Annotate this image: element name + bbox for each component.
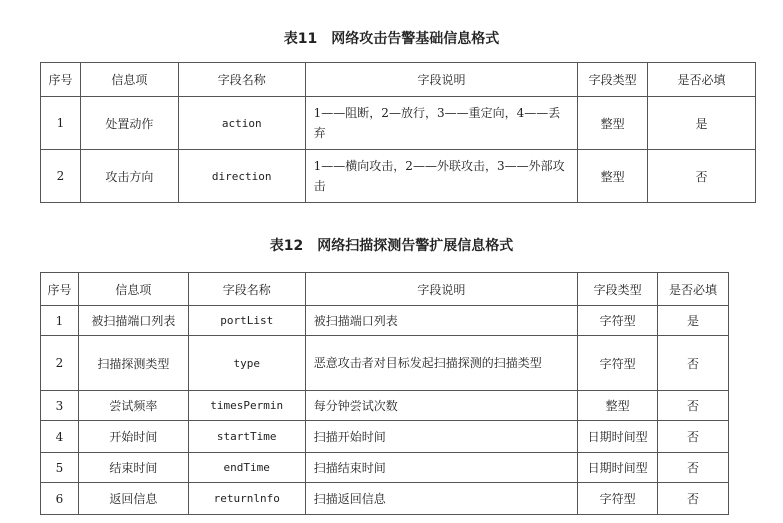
- cell-required: 否: [648, 150, 756, 203]
- cell-field: timesPermin: [188, 391, 305, 421]
- cell-field: endTime: [188, 453, 305, 483]
- table12-title: 表12 网络扫描探测告警扩展信息格式: [269, 238, 514, 254]
- cell-desc: 扫描结束时间: [305, 453, 578, 483]
- table11: [40, 62, 756, 203]
- table-row: [41, 97, 756, 150]
- table11-title: 表11 网络攻击告警基础信息格式: [283, 31, 500, 47]
- cell-field: startTime: [188, 421, 305, 453]
- cell-required: 否: [658, 453, 729, 483]
- header-cell: 字段说明: [305, 63, 578, 97]
- cell-desc: 扫描开始时间: [305, 421, 578, 453]
- cell-required: 否: [658, 336, 729, 391]
- cell-index: 1: [41, 97, 81, 150]
- cell-required: 否: [658, 421, 729, 453]
- cell-index: 4: [41, 421, 79, 453]
- table-row: [41, 421, 729, 453]
- table-row: [41, 150, 756, 203]
- table-row: [41, 391, 729, 421]
- cell-type: 日期时间型: [578, 421, 658, 453]
- cell-type: 字符型: [578, 336, 658, 391]
- cell-index: 2: [41, 150, 81, 203]
- cell-index: 5: [41, 453, 79, 483]
- header-cell: 字段名称: [188, 273, 305, 306]
- header-cell: 是否必填: [658, 273, 729, 306]
- cell-index: 2: [41, 336, 79, 391]
- header-cell: 信息项: [80, 63, 178, 97]
- cell-required: 是: [648, 97, 756, 150]
- cell-field: direction: [178, 150, 305, 203]
- cell-item: 结束时间: [78, 453, 188, 483]
- header-cell: 字段说明: [305, 273, 578, 306]
- cell-item: 尝试频率: [78, 391, 188, 421]
- cell-item: 被扫描端口列表: [78, 306, 188, 336]
- cell-field: portList: [188, 306, 305, 336]
- cell-type: 整型: [578, 391, 658, 421]
- table-row: [41, 483, 729, 515]
- cell-item: 处置动作: [80, 97, 178, 150]
- cell-desc: 1——阻断，2—放行，3——重定向，4——丢弃: [305, 97, 578, 150]
- table-header-row: [41, 63, 756, 97]
- cell-desc: 扫描返回信息: [305, 483, 578, 515]
- header-cell: 字段类型: [578, 63, 648, 97]
- cell-type: 字符型: [578, 483, 658, 515]
- header-cell: 是否必填: [648, 63, 756, 97]
- cell-field: returnlnfo: [188, 483, 305, 515]
- cell-index: 1: [41, 306, 79, 336]
- table-row: [41, 453, 729, 483]
- cell-required: 是: [658, 306, 729, 336]
- cell-item: 返回信息: [78, 483, 188, 515]
- cell-desc: 被扫描端口列表: [305, 306, 578, 336]
- table-row: [41, 336, 729, 391]
- header-cell: 字段名称: [178, 63, 305, 97]
- header-cell: 序号: [41, 273, 79, 306]
- cell-type: 日期时间型: [578, 453, 658, 483]
- cell-item: 开始时间: [78, 421, 188, 453]
- cell-item: 扫描探测类型: [78, 336, 188, 391]
- cell-type: 整型: [578, 150, 648, 203]
- cell-type: 整型: [578, 97, 648, 150]
- cell-desc: 每分钟尝试次数: [305, 391, 578, 421]
- cell-desc: 恶意攻击者对目标发起扫描探测的扫描类型: [305, 336, 578, 391]
- cell-index: 3: [41, 391, 79, 421]
- cell-field: action: [178, 97, 305, 150]
- cell-index: 6: [41, 483, 79, 515]
- header-cell: 信息项: [78, 273, 188, 306]
- cell-field: type: [188, 336, 305, 391]
- cell-type: 字符型: [578, 306, 658, 336]
- table-header-row: [41, 273, 729, 306]
- header-cell: 序号: [41, 63, 81, 97]
- table-row: [41, 306, 729, 336]
- cell-item: 攻击方向: [80, 150, 178, 203]
- table12: [40, 272, 729, 515]
- cell-desc: 1——横向攻击，2——外联攻击，3——外部攻击: [305, 150, 578, 203]
- cell-required: 否: [658, 391, 729, 421]
- cell-required: 否: [658, 483, 729, 515]
- header-cell: 字段类型: [578, 273, 658, 306]
